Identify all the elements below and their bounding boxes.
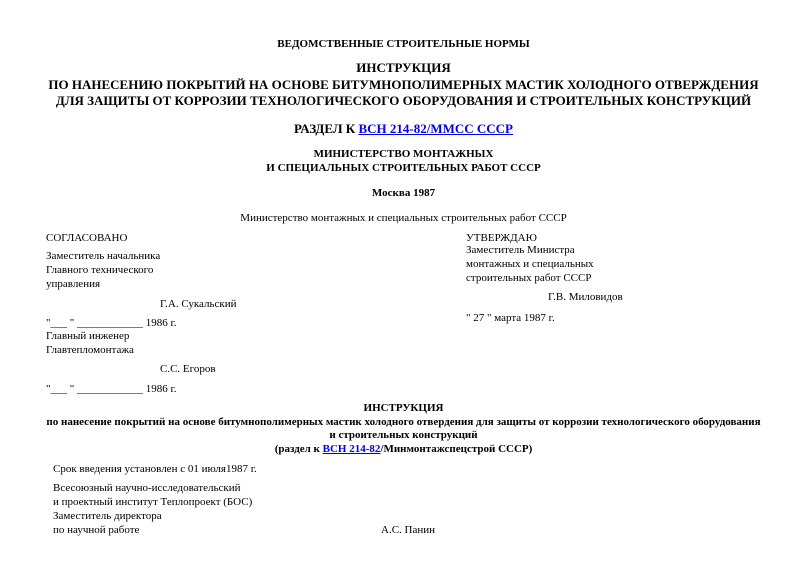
body-title-line-1: по нанесение покрытий на основе битумнополимерных мастик холодного отвердения для защиты от коррозии технологического оборудования: [46, 416, 761, 428]
agreed-position-1-line-1: Заместитель начальника: [46, 250, 161, 262]
institute-line-2: и проектный институт Теплопроект (БОС): [53, 496, 253, 508]
agreed-date-2: "___ " ____________ 1986 г.: [46, 383, 177, 395]
approved-label: УТВЕРЖДАЮ: [466, 232, 537, 244]
agreed-date-1: "___ " ____________ 1986 г.: [46, 317, 177, 329]
approved-date: " 27 " марта 1987 г.: [466, 312, 555, 324]
ministry-line-1: МИНИСТЕРСТВО МОНТАЖНЫХ: [313, 148, 494, 160]
agreed-position-2: [46, 329, 134, 357]
ministry-plain: Министерство монтажных и специальных строительных работ СССР: [240, 212, 567, 224]
approved-name: Г.В. Миловидов: [548, 291, 623, 303]
instruction-heading: ИНСТРУКЦИЯ: [356, 60, 451, 75]
institute-line-1: Всесоюзный научно-исследовательский: [53, 482, 241, 494]
section-document-link[interactable]: ВСН 214-82/ММСС СССР: [358, 121, 513, 136]
approved-position-line-1: Заместитель Министра: [466, 244, 575, 256]
body-section-document-link[interactable]: ВСН 214-82: [322, 443, 381, 455]
agreed-position-2-line-2: Главтепломонтажа: [46, 344, 134, 356]
body-section-prefix: (раздел к: [274, 443, 323, 455]
agreed-position-2-line-1: Главный инженер: [46, 330, 130, 342]
effective-date: Срок введения установлен с 01 июля1987 г.: [53, 463, 257, 475]
section-prefix: РАЗДЕЛ К: [293, 121, 359, 136]
institute-signer: А.С. Панин: [381, 524, 436, 536]
institute-block: [53, 481, 252, 537]
title-line-2: ДЛЯ ЗАЩИТЫ ОТ КОРРОЗИИ ТЕХНОЛОГИЧЕСКОГО ОБОРУДОВАНИЯ И СТРОИТЕЛЬНЫХ КОНСТРУКЦИЙ: [55, 93, 752, 108]
body-instruction-heading: ИНСТРУКЦИЯ: [363, 402, 444, 414]
approved-position-line-2: монтажных и специальных: [466, 258, 594, 270]
body-title-line-2: и строительных конструкций: [329, 429, 478, 441]
approved-position: [466, 243, 594, 285]
norms-title: ВЕДОМСТВЕННЫЕ СТРОИТЕЛЬНЫЕ НОРМЫ: [277, 38, 530, 50]
agreed-name-1: Г.А. Сукальский: [160, 298, 237, 310]
body-section-suffix: /Минмонтажспецстрой СССР): [380, 443, 533, 455]
institute-line-3: Заместитель директора: [53, 510, 162, 522]
agreed-name-2: С.С. Егоров: [160, 363, 216, 375]
agreed-position-1-line-3: управления: [46, 278, 101, 290]
city-year: Москва 1987: [371, 187, 436, 199]
title-line-1: ПО НАНЕСЕНИЮ ПОКРЫТИЙ НА ОСНОВЕ БИТУМНОПОЛИМЕРНЫХ МАСТИК ХОЛОДНОГО ОТВЕРЖДЕНИЯ: [48, 77, 759, 92]
ministry-line-2: И СПЕЦИАЛЬНЫХ СТРОИТЕЛЬНЫХ РАБОТ СССР: [266, 162, 541, 174]
agreed-position-1-line-2: Главного технического: [46, 264, 154, 276]
section-reference: [0, 121, 807, 137]
approved-position-line-3: строительных работ СССР: [466, 272, 592, 284]
agreed-position-1: [46, 249, 160, 291]
agreed-label: СОГЛАСОВАНО: [46, 232, 128, 244]
body-section-reference: [0, 443, 807, 455]
institute-line-4: по научной работе: [53, 524, 140, 536]
